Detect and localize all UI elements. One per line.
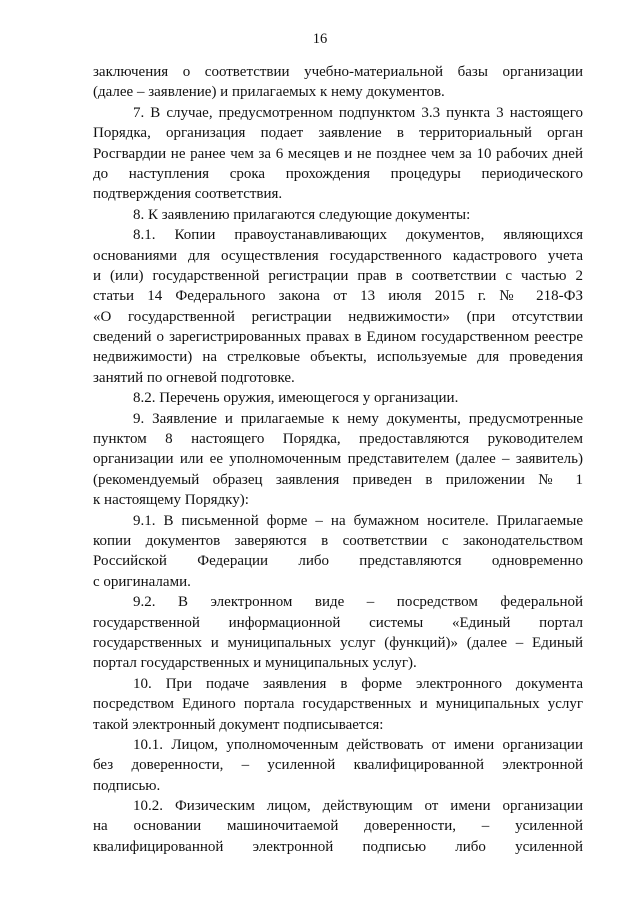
text-line: статьи 14 Федерального закона от 13 июля 2015 г. № 218-ФЗ — [93, 288, 583, 305]
text-line: к настоящему Порядку): — [93, 492, 249, 509]
text-line: портал государственных и муниципальных услуг). — [93, 655, 417, 672]
text-line: квалифицированной электронной подписью либо усиленной — [93, 838, 583, 855]
text-line: Российской Федерации либо представляются одновременно — [93, 553, 583, 570]
text-line: до наступления срока прохождения процедуры периодического — [93, 165, 583, 182]
paragraph — [93, 103, 583, 205]
text-line: Росгвардии не ранее чем за 6 месяцев и не позднее чем за 10 рабочих дней — [93, 145, 583, 162]
text-line: 7. В случае, предусмотренном подпунктом 3.3 пункта 3 настоящего — [133, 104, 583, 121]
paragraph — [93, 388, 583, 408]
text-line: 8.2. Перечень оружия, имеющегося у организации. — [133, 390, 459, 407]
text-line: копии документов заверяются в соответствии с законодательством — [93, 532, 583, 549]
text-line: без доверенности, – усиленной квалифицированной электронной — [93, 757, 583, 774]
text-line: 9.1. В письменной форме – на бумажном носителе. Прилагаемые — [133, 512, 583, 529]
text-line: «О государственной регистрации недвижимости» (при отсутствии — [93, 308, 583, 325]
text-line: занятий по огневой подготовке. — [93, 369, 295, 386]
text-line: подписью. — [93, 777, 161, 794]
text-line: 9. Заявление и прилагаемые к нему документы, предусмотренные — [133, 410, 583, 427]
text-line: 9.2. В электронном виде – посредством федеральной — [133, 594, 583, 611]
text-line: такой электронный документ подписывается: — [93, 716, 384, 733]
text-line: на основании машиночитаемой доверенности, – усиленной — [93, 818, 583, 835]
text-line: пунктом 8 настоящего Порядка, предоставляются руководителем — [93, 431, 583, 448]
text-line: и (или) государственной регистрации прав в соответствии с частью 2 — [93, 267, 583, 284]
paragraph — [93, 735, 583, 796]
document-body — [93, 62, 583, 857]
paragraph — [93, 796, 583, 857]
text-line: заключения о соответствии учебно-материальной базы организации — [93, 64, 583, 80]
text-line: подтверждения соответствия. — [93, 186, 283, 203]
text-line: недвижимости) на стрелковые объекты, используемые для проведения — [93, 349, 583, 366]
paragraph — [93, 205, 583, 225]
text-line: 10. При подаче заявления в форме электронного документа — [133, 675, 583, 692]
text-line: организации или ее уполномоченным представителем (далее – заявитель) — [93, 451, 583, 468]
text-line: 8.1. Копии правоустанавливающих документов, являющихся — [133, 227, 583, 244]
text-line: государственной информационной системы «Единый портал — [93, 614, 583, 631]
text-line: 10.1. Лицом, уполномоченным действовать от имени организации — [133, 736, 583, 753]
paragraph — [93, 674, 583, 735]
text-line: с оригиналами. — [93, 573, 191, 590]
paragraph — [93, 409, 583, 511]
text-line: сведений о зарегистрированных правах в Едином государственном реестре — [93, 329, 583, 346]
text-line: (далее – заявление) и прилагаемых к нему документов. — [93, 84, 445, 101]
paragraph — [93, 62, 583, 103]
text-line: Порядка, организация подает заявление в территориальный орган — [93, 125, 583, 142]
text-line: 10.2. Физическим лицом, действующим от имени организации — [133, 798, 583, 815]
text-line: (рекомендуемый образец заявления приведен в приложении № 1 — [93, 471, 583, 488]
text-line: 8. К заявлению прилагаются следующие документы: — [133, 206, 471, 223]
paragraph — [93, 511, 583, 593]
page-number: 16 — [312, 31, 328, 47]
paragraph — [93, 225, 583, 388]
text-line: основаниями для осуществления государственного кадастрового учета — [93, 247, 583, 264]
text-line: государственных и муниципальных услуг (функций)» (далее – Единый — [93, 634, 583, 651]
paragraph — [93, 592, 583, 674]
text-line: посредством Единого портала государственных и муниципальных услуг — [93, 696, 583, 713]
